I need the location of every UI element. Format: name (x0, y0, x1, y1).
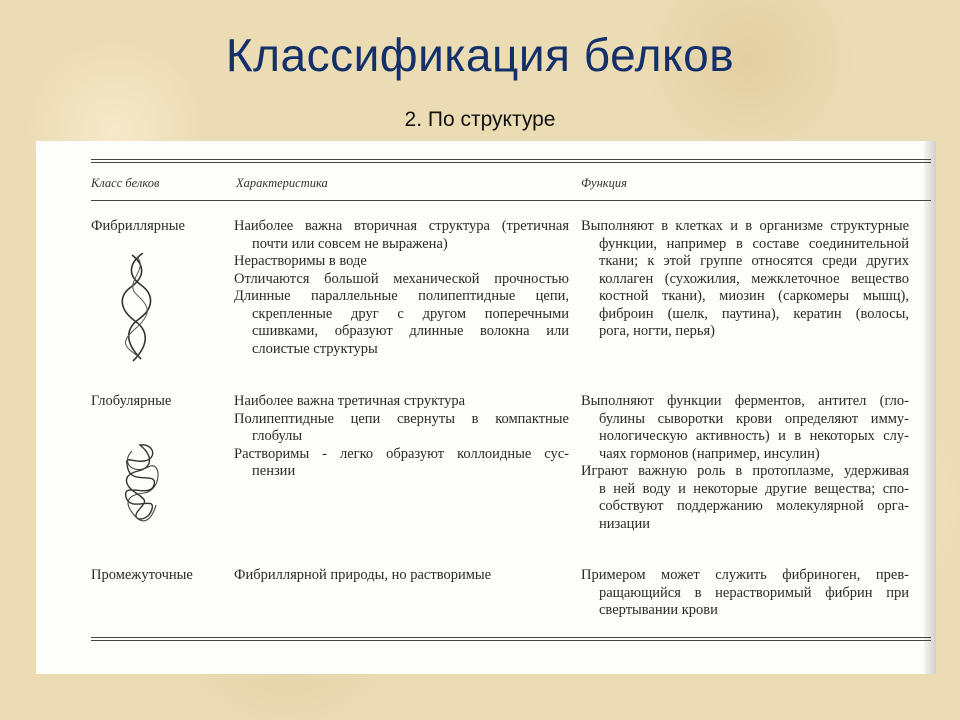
table-bottom-rule (91, 640, 931, 641)
intermediate-characteristic (234, 567, 569, 585)
scanned-table (36, 141, 936, 674)
cell-line: фиброин (шелк, паутина), кератин (волосы, (599, 305, 909, 322)
cell-line: рога, ногти, перья) (599, 323, 715, 339)
cell-line: функции, например в составе соединительной (599, 235, 909, 252)
cell-line: скрепленные друг с другом поперечными (252, 305, 569, 322)
table-top-rule (91, 162, 931, 163)
page-title: Классификация белков (225, 29, 735, 81)
cell-line: чаях гормонов (например, инсулин) (599, 445, 820, 462)
cell-line: слоистые структуры (252, 340, 378, 357)
header-characteristic: Характеристика (236, 176, 328, 190)
cell-line: Нерастворимы в воде (234, 253, 367, 269)
cell-line: ращающийся в нерастворимый фибрин при (599, 584, 909, 601)
cell-line: глобулы (252, 428, 303, 444)
cell-line: Примером может служить фибриноген, прев- (581, 567, 909, 583)
cell-line: сшивками, образуют длинные волокна или (252, 323, 569, 339)
table-top-rule (91, 159, 931, 160)
header-function: Функция (581, 176, 627, 190)
table-bottom-rule (91, 637, 931, 638)
header-class: Класс белков (91, 176, 160, 190)
cell-line: Растворимы - легко образуют коллоидные сус- (234, 445, 569, 462)
cell-line: собствуют поддержанию молекулярной орга- (599, 498, 909, 514)
cell-line: низации (599, 515, 650, 532)
class-fibrillar: Фибриллярные (91, 218, 185, 234)
cell-line: Отличаются большой механической прочностью (234, 270, 569, 287)
class-globular: Глобулярные (91, 393, 172, 409)
scan-page-edge (924, 141, 936, 674)
class-intermediate: Промежуточные (91, 567, 193, 583)
cell-line: Полипептидные цепи свернуты в компактные (234, 410, 569, 427)
cell-line: Наиболее важна вторичная структура (третичная (234, 218, 569, 234)
globular-tangle-icon (118, 441, 164, 523)
cell-line: Наиболее важна третичная структура (234, 393, 466, 409)
cell-line: ткани; к этой группе относятся среди других (599, 253, 909, 269)
cell-line: нологическую активность) и в некоторых слу- (599, 428, 909, 444)
cell-line: свертывании крови (599, 602, 718, 618)
intermediate-function (581, 567, 909, 620)
cell-line: в ней воду и некоторые другие вещества; спо- (599, 480, 909, 497)
cell-line: Выполняют функции ферментов, антител (гло- (581, 393, 909, 409)
cell-line: костной ткани), миозин (саркомеры мышц), (599, 288, 909, 304)
cell-line: коллаген (сухожилия, межклеточное вещество (599, 270, 909, 287)
cell-line: Длинные параллельные полипептидные цепи, (234, 288, 569, 304)
header-rule (91, 200, 931, 201)
fibrillar-characteristic (234, 218, 569, 358)
cell-line: Играют важную роль в протоплазме, удерживая (581, 463, 909, 479)
page-subtitle: 2. По структуре (404, 108, 556, 131)
cell-line: почти или совсем не выражена) (252, 235, 448, 252)
cell-line: пензии (252, 463, 296, 479)
globular-characteristic (234, 393, 569, 481)
cell-line: булины сыворотки крови определяют имму- (599, 410, 909, 427)
globular-function (581, 393, 909, 533)
fibrillar-helix-icon (119, 253, 159, 363)
cell-line: Выполняют в клетках и в организме структурные (581, 218, 909, 234)
fibrillar-function (581, 218, 909, 341)
cell-line: Фибриллярной природы, но растворимые (234, 567, 492, 583)
